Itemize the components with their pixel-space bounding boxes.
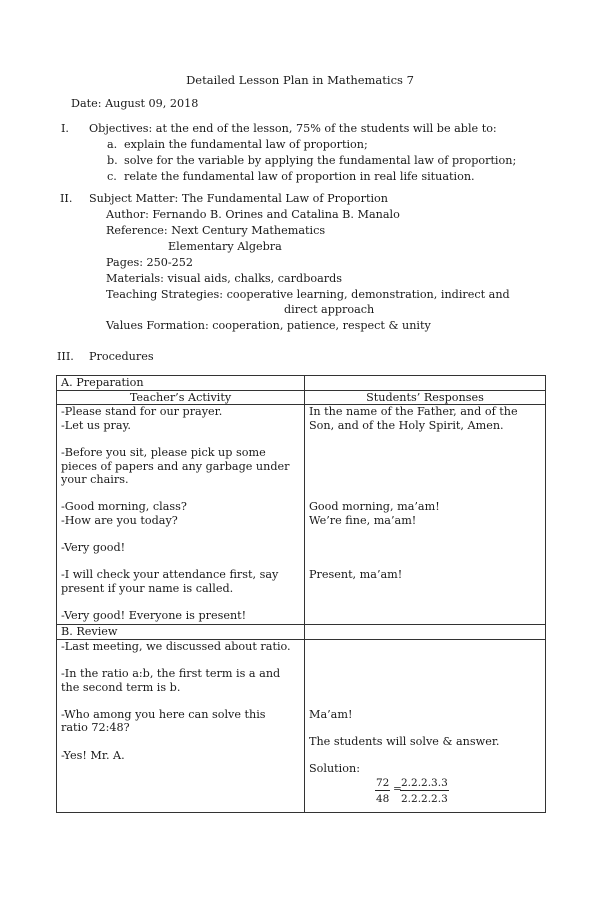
subject-reference: Reference: Next Century Mathematics: [106, 224, 326, 237]
cell-line: [309, 528, 541, 542]
cell-line: -Who among you here can solve this: [61, 707, 266, 721]
cell-line: [309, 653, 541, 667]
teacher-lines: [61, 405, 300, 623]
cell-line: pieces of papers and any garbage under: [61, 459, 290, 473]
review-teacher-cell: [57, 639, 305, 812]
subject-values: Values Formation: cooperation, patience, respect & unity: [106, 319, 431, 332]
cell-line: -Very good!: [61, 541, 126, 555]
fraction-left: [375, 776, 390, 806]
cell-line: [309, 681, 541, 695]
cell-line: [309, 432, 541, 446]
subject-strategies-cont: direct approach: [284, 303, 375, 316]
cell-line: Present, ma’am!: [309, 568, 403, 582]
objective-item: relate the fundamental law of proportion in real life situation.: [124, 170, 475, 183]
cell-line: [309, 555, 541, 569]
objectives-heading: Objectives: at the end of the lesson, 75% of the students will be able to:: [89, 122, 497, 135]
subject-author: Author: Fernando B. Orines and Catalina B. Manalo: [106, 208, 400, 221]
subject-pages: Pages: 250-252: [106, 256, 194, 269]
cell-line: -In the ratio a:b, the first term is a and: [61, 666, 281, 680]
section-number: II.: [60, 192, 73, 205]
objective-letter: c.: [107, 170, 117, 183]
fraction-numerator: 72: [376, 776, 390, 789]
cell-line: The students will solve & answer.: [309, 734, 500, 748]
cell-line: [309, 487, 541, 501]
cell-line: [309, 640, 541, 654]
cell-line: -Last meeting, we discussed about ratio.: [61, 639, 291, 653]
empty-cell: [305, 376, 546, 391]
cell-line: [309, 446, 541, 460]
cell-line: [309, 694, 541, 708]
cell-line: [61, 735, 300, 749]
cell-line: Son, and of the Holy Spirit, Amen.: [309, 418, 504, 432]
objective-letter: b.: [107, 154, 118, 167]
equals-sign: =: [393, 782, 402, 795]
teacher-activity-header: Teacher’s Activity: [57, 390, 305, 405]
student-lines: [309, 405, 541, 582]
preparation-label: A. Preparation: [57, 376, 305, 391]
cell-line: [61, 596, 300, 610]
cell-line: [61, 555, 300, 569]
cell-line: -Yes! Mr. A.: [61, 748, 125, 762]
cell-line: [61, 487, 300, 501]
cell-line: [61, 528, 300, 542]
procedures-table: [56, 375, 546, 813]
cell-line: -Very good! Everyone is present!: [61, 609, 247, 623]
review-student-cell: [305, 639, 546, 812]
cell-line: [309, 749, 541, 763]
cell-line: your chairs.: [61, 473, 129, 487]
section-number: I.: [61, 122, 69, 135]
cell-line: [309, 460, 541, 474]
lesson-date: Date: August 09, 2018: [71, 97, 199, 110]
cell-line: -Let us pray.: [61, 418, 131, 432]
cell-line: the second term is b.: [61, 680, 181, 694]
teacher-lines: [61, 640, 300, 762]
subject-heading: Subject Matter: The Fundamental Law of Proportion: [89, 192, 388, 205]
preparation-student-cell: [305, 405, 546, 625]
cell-line: ratio 72:48?: [61, 721, 130, 735]
review-label: B. Review: [57, 625, 305, 640]
cell-line: -Please stand for our prayer.: [61, 405, 223, 419]
document-title: Detailed Lesson Plan in Mathematics 7: [186, 73, 414, 87]
cell-line: [309, 473, 541, 487]
cell-line: [309, 541, 541, 555]
cell-line: [309, 721, 541, 735]
subject-reference-cont: Elementary Algebra: [168, 240, 282, 253]
preparation-teacher-cell: [57, 405, 305, 625]
objective-item: explain the fundamental law of proportion;: [124, 138, 368, 151]
empty-cell: [305, 625, 546, 640]
objective-letter: a.: [107, 138, 118, 151]
cell-line: Good morning, ma’am!: [309, 500, 440, 514]
cell-line: -Good morning, class?: [61, 500, 187, 514]
cell-line: [61, 432, 300, 446]
cell-line: Solution:: [309, 762, 360, 776]
cell-line: In the name of the Father, and of the: [309, 405, 518, 419]
section-number: III.: [57, 350, 74, 363]
cell-line: [61, 694, 300, 708]
cell-line: -Before you sit, please pick up some: [61, 445, 266, 459]
subject-strategies: Teaching Strategies: cooperative learning, demonstration, indirect and: [106, 288, 510, 301]
fraction-right: [400, 776, 449, 806]
objective-item: solve for the variable by applying the fundamental law of proportion;: [124, 154, 517, 167]
student-lines: [309, 640, 541, 776]
procedures-heading: Procedures: [89, 350, 154, 363]
cell-line: -I will check your attendance first, say: [61, 568, 279, 582]
cell-line: Ma’am!: [309, 707, 353, 721]
cell-line: -How are you today?: [61, 513, 178, 527]
solution-equation: [309, 776, 541, 810]
fraction-denominator: 2.2.2.2.3: [401, 792, 448, 805]
cell-line: [309, 667, 541, 681]
fraction-numerator: 2.2.2.3.3: [401, 776, 448, 789]
student-responses-header: Students’ Responses: [305, 390, 546, 405]
subject-materials: Materials: visual aids, chalks, cardboards: [106, 272, 343, 285]
fraction-denominator: 48: [376, 792, 390, 805]
cell-line: [61, 653, 300, 667]
cell-line: present if your name is called.: [61, 581, 234, 595]
cell-line: We’re fine, ma’am!: [309, 513, 417, 527]
